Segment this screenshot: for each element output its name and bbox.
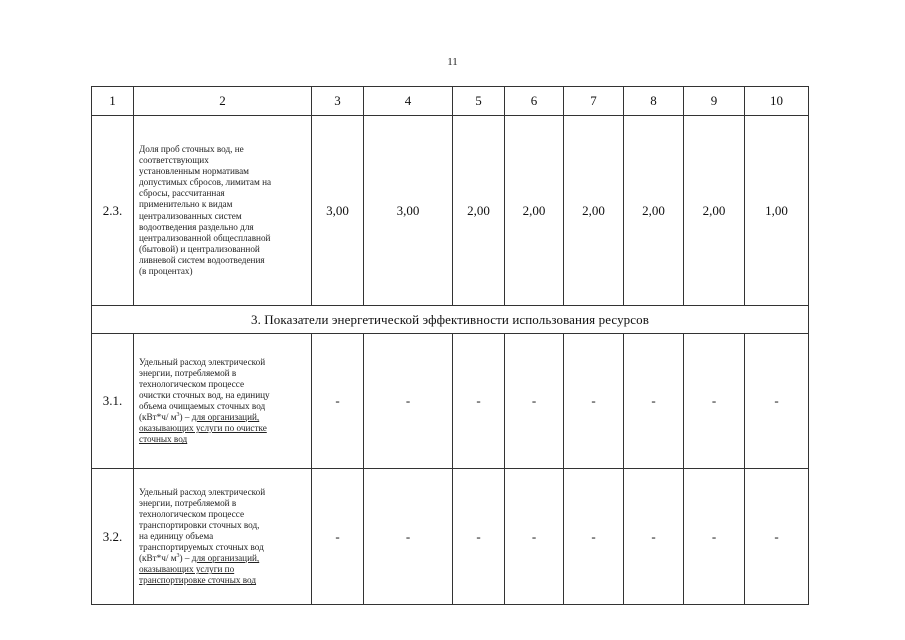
description-line: транспортировки сточных вод, <box>139 519 260 530</box>
unit-exponent: 3 <box>176 553 180 560</box>
unit-prefix: (кВт*ч/ м <box>139 553 177 564</box>
indicators-table <box>91 86 809 605</box>
value-cell: - <box>364 334 453 469</box>
header-row <box>92 87 809 116</box>
header-cell: 4 <box>364 87 453 116</box>
unit-line <box>139 412 307 423</box>
description-line: технологическом процессе <box>139 378 245 389</box>
underlined-text: для организаций, <box>191 553 260 564</box>
value-cell: 2,00 <box>564 116 624 306</box>
row-description <box>134 116 312 306</box>
table-row-2-3 <box>92 116 809 306</box>
header-cell: 3 <box>312 87 364 116</box>
description-line: ливневой систем водоотведения <box>139 254 265 265</box>
header-cell: 5 <box>453 87 505 116</box>
description-line: технологическом процессе <box>139 508 245 519</box>
value-cell: 3,00 <box>364 116 453 306</box>
header-cell: 9 <box>684 87 745 116</box>
section-row <box>92 306 809 334</box>
description-line: объема очищаемых сточных вод <box>139 401 266 411</box>
value-cell: - <box>564 334 624 469</box>
value-cell: - <box>745 334 809 469</box>
description-line: применительно к видам <box>139 199 233 210</box>
description-line: энергии, потребляемой в <box>139 497 237 508</box>
value-cell: 2,00 <box>505 116 564 306</box>
header-cell: 2 <box>134 87 312 116</box>
section-title: 3. Показатели энергетической эффективности использования ресурсов <box>92 306 809 334</box>
underlined-text: сточных вод <box>139 434 188 445</box>
value-cell: - <box>453 334 505 469</box>
description-line: водоотведения раздельно для <box>139 221 254 232</box>
description-line: очистки сточных вод, на единицу <box>139 389 270 400</box>
value-cell: - <box>364 469 453 605</box>
value-cell: - <box>624 469 684 605</box>
underlined-text: транспортировке сточных вод <box>139 575 257 586</box>
description-line: Удельный расход электрической <box>139 486 266 497</box>
row-description <box>134 469 312 605</box>
row-number: 3.2. <box>92 469 134 605</box>
description-line: Доля проб сточных вод, не <box>139 143 244 154</box>
value-cell: - <box>453 469 505 605</box>
value-cell: - <box>312 334 364 469</box>
description-line: установленным нормативам <box>139 166 249 177</box>
value-cell: 1,00 <box>745 116 809 306</box>
underlined-text: оказывающих услуги по <box>139 564 235 575</box>
unit-exponent: 3 <box>176 412 180 419</box>
description-line: Удельный расход электрической <box>139 356 266 367</box>
value-cell: - <box>624 334 684 469</box>
description-line: централизованной общесплавной <box>139 232 271 243</box>
table-row-3-2 <box>92 469 809 605</box>
description-line: (в процентах) <box>139 265 193 276</box>
header-cell: 1 <box>92 87 134 116</box>
value-cell: - <box>684 469 745 605</box>
value-cell: - <box>745 469 809 605</box>
description-line: на единицу объема <box>139 530 214 541</box>
value-cell: - <box>564 469 624 605</box>
table-row-3-1 <box>92 334 809 469</box>
underlined-text: оказывающих услуги по очистке <box>139 423 267 434</box>
description-line: сбросы, рассчитанная <box>139 188 225 199</box>
value-cell: - <box>312 469 364 605</box>
value-cell: 2,00 <box>453 116 505 306</box>
row-description <box>134 334 312 469</box>
underlined-text: для организаций, <box>191 412 260 423</box>
description-line: (бытовой) и централизованной <box>139 243 260 254</box>
unit-suffix: ) – <box>179 412 192 423</box>
header-cell: 8 <box>624 87 684 116</box>
description-line: централизованных систем <box>139 210 242 221</box>
description-line: энергии, потребляемой в <box>139 367 237 378</box>
header-cell: 6 <box>505 87 564 116</box>
header-cell: 7 <box>564 87 624 116</box>
unit-prefix: (кВт*ч/ м <box>139 412 177 423</box>
description-line: транспортируемых сточных вод <box>139 542 264 553</box>
row-number: 2.3. <box>92 116 134 306</box>
unit-suffix: ) – <box>179 553 192 564</box>
value-cell: - <box>684 334 745 469</box>
value-cell: 2,00 <box>684 116 745 306</box>
value-cell: - <box>505 469 564 605</box>
page-number: 11 <box>447 56 458 68</box>
value-cell: 2,00 <box>624 116 684 306</box>
row-number: 3.1. <box>92 334 134 469</box>
unit-line <box>139 553 307 564</box>
description-line: соответствующих <box>139 155 209 166</box>
header-cell: 10 <box>745 87 809 116</box>
description-line: допустимых сбросов, лимитам на <box>139 177 272 188</box>
value-cell: 3,00 <box>312 116 364 306</box>
value-cell: - <box>505 334 564 469</box>
